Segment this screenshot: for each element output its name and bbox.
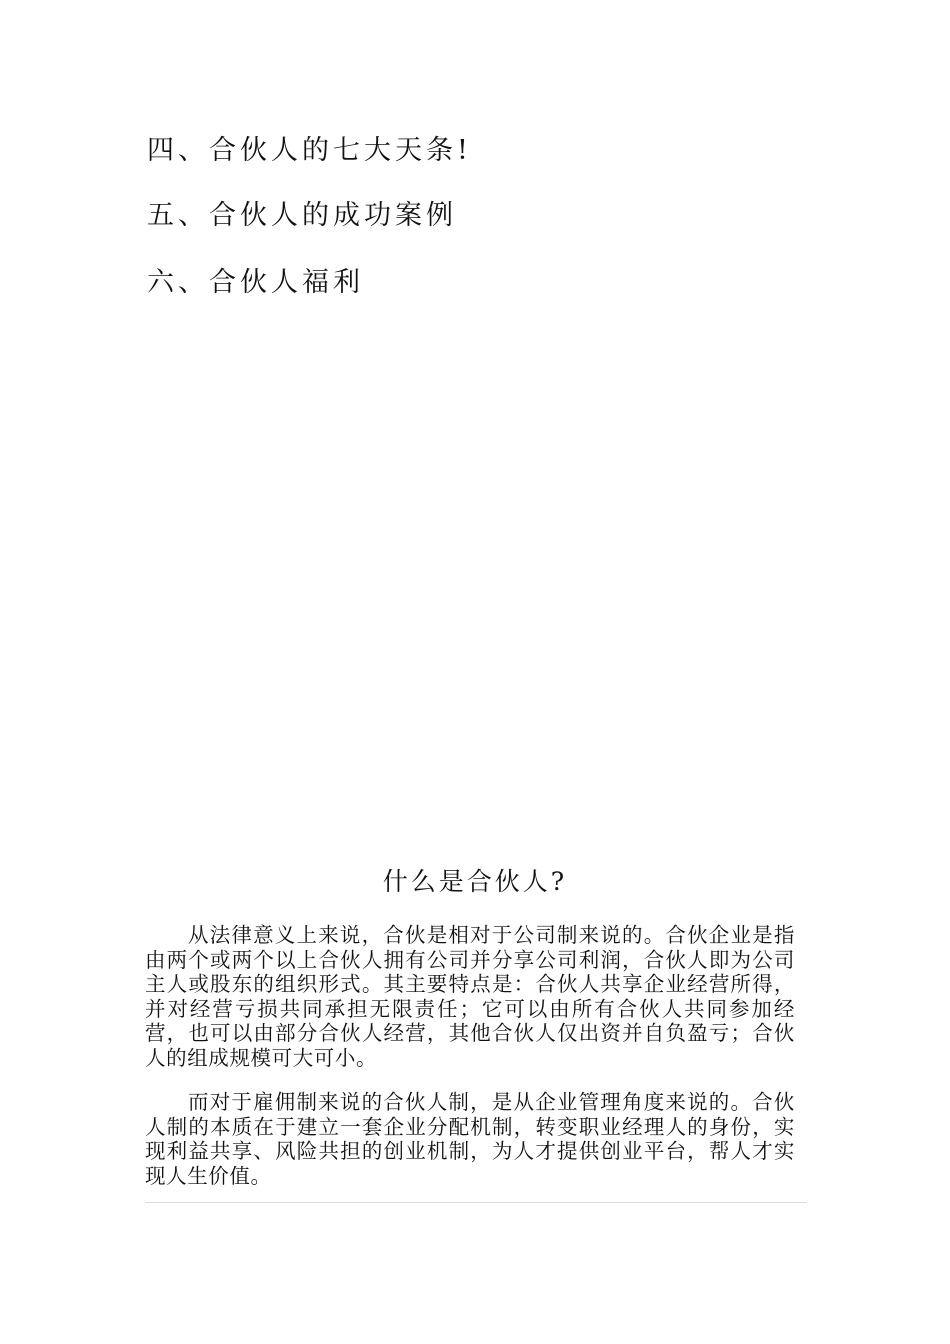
toc-item-6: 六、合伙人福利 <box>147 267 364 298</box>
section-title: 什么是合伙人? <box>382 867 568 896</box>
toc-item-5: 五、合伙人的成功案例 <box>147 200 457 231</box>
body-paragraph-1: 从法律意义上来说，合伙是相对于公司制来说的。合伙企业是指由两个或两个以上合伙人拥有公司并分享公司利润，合伙人即为公司主人或股东的组织形式。其主要特点是：合伙人共享企业经营所得，并对经营亏损共同承担无限责任；它可以由所有合伙人共同参加经营，也可以由部分合伙人经营，其他合伙人仅出资并自负盈亏；合伙人的组成规模可大可小。 <box>145 923 795 1070</box>
toc-item-4: 四、合伙人的七大天条! <box>147 135 472 166</box>
bottom-divider <box>145 1202 807 1203</box>
body-paragraph-2: 而对于雇佣制来说的合伙人制，是从企业管理角度来说的。合伙人制的本质在于建立一套企业分配机制，转变职业经理人的身份，实现利益共享、风险共担的创业机制，为人才提供创业平台，帮人才实现人生价值。 <box>145 1090 795 1188</box>
